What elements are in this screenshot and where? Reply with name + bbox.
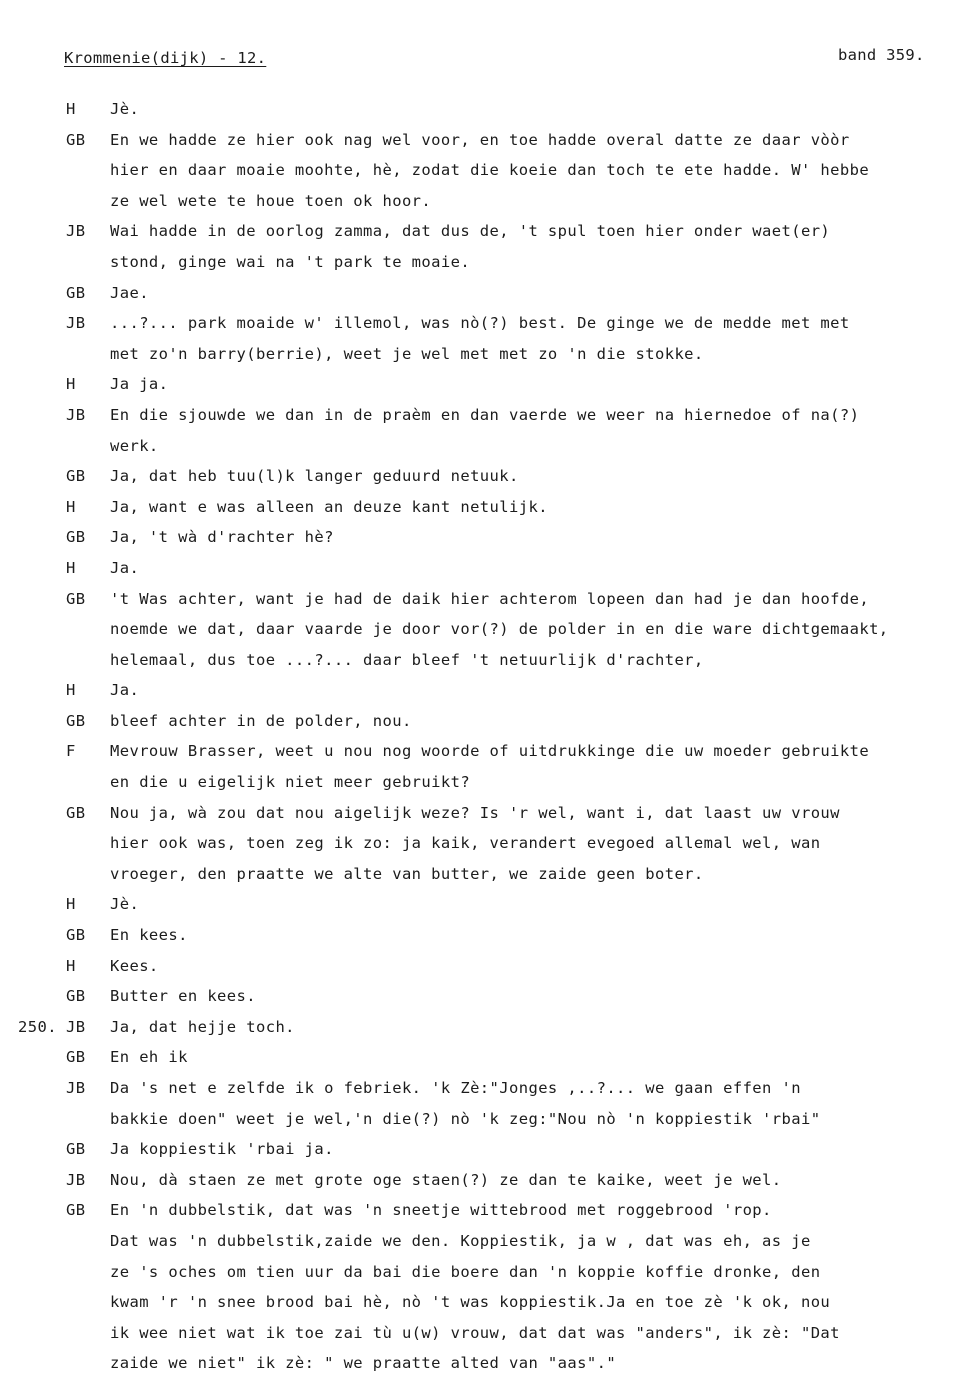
speaker-label: JB [66, 1079, 86, 1097]
transcript-line [0, 284, 979, 315]
transcript-line [0, 804, 979, 835]
transcript-line [0, 1354, 979, 1385]
transcript-line [0, 131, 979, 162]
transcript-line [0, 1140, 979, 1171]
utterance-text: Jè. [110, 100, 140, 118]
utterance-text: en die u eigelijk niet meer gebruikt? [110, 773, 471, 792]
utterance-text: Mevrouw Brasser, weet u nou nog woorde of uitdrukkinge die uw moeder gebruikte [110, 742, 870, 761]
speaker-label: JB [66, 314, 86, 333]
utterance-text: zaide we niet" ik zè: " we praatte alted van "aas"." [110, 1354, 617, 1373]
speaker-label: GB [66, 1201, 86, 1220]
line-number: 250. [18, 1017, 57, 1036]
speaker-label: GB [66, 130, 86, 149]
utterance-text: werk. [110, 436, 159, 455]
transcript-line [0, 1324, 979, 1355]
transcript-line [0, 1048, 979, 1079]
speaker-label: GB [66, 987, 86, 1006]
utterance-text: En eh ik [110, 1048, 188, 1067]
speaker-label: JB [66, 222, 86, 241]
transcript-line [0, 742, 979, 773]
transcript-line [0, 406, 979, 437]
speaker-label: H [66, 895, 76, 914]
utterance-text: hier en daar moaie moohte, hè, zodat die koeie dan toch te ete hadde. W' hebbe [110, 161, 870, 180]
transcript-line [0, 895, 979, 926]
speaker-label: GB [66, 711, 86, 730]
utterance-text: En 'n dubbelstik, dat was 'n sneetje wittebrood met roggebrood 'rop. [110, 1201, 772, 1220]
transcript-line [0, 100, 979, 131]
transcript-line [0, 1232, 979, 1263]
transcript-line [0, 253, 979, 284]
utterance-text: En die sjouwde we dan in de praèm en dan vaerde we weer na hiernedoe of na(?) [110, 405, 860, 424]
transcript-line [0, 345, 979, 376]
transcript-line [0, 375, 979, 406]
utterance-text: Nou ja, wà zou dat nou aigelijk weze? Is 'r wel, want i, dat laast uw vrouw [110, 803, 840, 822]
speaker-label: GB [66, 1140, 86, 1159]
utterance-text: Ja koppiestik 'rbai ja. [110, 1140, 334, 1159]
utterance-text: En we hadde ze hier ook nag wel voor, en toe hadde overal datte ze daar vòòr [110, 130, 850, 149]
utterance-text: stond, ginge wai na 't park te moaie. [110, 252, 471, 271]
utterance-text: met zo'n barry(berrie), weet je wel met met zo 'n die stokke. [110, 344, 704, 363]
utterance-text: Ja, want e was alleen an deuze kant netulijk. [110, 497, 548, 516]
utterance-text: Ja, dat hejje toch. [110, 1017, 295, 1036]
transcript-line [0, 1018, 979, 1049]
speaker-label: GB [66, 528, 86, 547]
transcript-line [0, 192, 979, 223]
transcript-line [0, 1171, 979, 1202]
speaker-label: H [66, 681, 76, 700]
speaker-label: JB [66, 405, 86, 424]
transcript-line [0, 681, 979, 712]
speaker-label: GB [66, 589, 86, 608]
utterance-text: Butter en kees. [110, 987, 256, 1006]
transcript-line [0, 222, 979, 253]
transcript-line [0, 498, 979, 529]
utterance-text: helemaal, dus toe ...?... daar bleef 't netuurlijk d'rachter, [110, 650, 704, 669]
transcript-line [0, 559, 979, 590]
page-header-tape: band 359. [838, 46, 925, 64]
utterance-text: Ja. [110, 681, 140, 700]
transcript-line [0, 773, 979, 804]
utterance-text: Kees. [110, 956, 159, 975]
utterance-text: Dat was 'n dubbelstik,zaide we den. Koppiestik, ja w , dat was eh, as je [110, 1231, 811, 1250]
utterance-text: Wai hadde in de oorlog zamma, dat dus de, 't spul toen hier onder waet(er) [110, 222, 831, 241]
utterance-text: bleef achter in de polder, nou. [110, 711, 412, 730]
transcript-line [0, 437, 979, 468]
utterance-text: kwam 'r 'n snee brood bai hè, nò 't was koppiestik.Ja en toe zè 'k ok, nou [110, 1293, 831, 1312]
speaker-label: GB [66, 283, 86, 302]
utterance-text: ...?... park moaide w' illemol, was nò(?) best. De ginge we de medde met met [110, 314, 850, 333]
transcript-line [0, 1201, 979, 1232]
utterance-text: Da 's net e zelfde ik o febriek. 'k Zè:"Jonges ,..?... we gaan effen 'n [110, 1079, 801, 1097]
utterance-text: Ja. [110, 558, 140, 577]
speaker-label: H [66, 497, 76, 516]
transcript-line [0, 620, 979, 651]
utterance-text: hier ook was, toen zeg ik zo: ja kaik, verandert evegoed allemal wel, wan [110, 834, 821, 853]
utterance-text: Jae. [110, 283, 149, 302]
transcript-body [0, 100, 979, 1385]
utterance-text: En kees. [110, 926, 188, 945]
utterance-text: vroeger, den praatte we alte van butter, we zaide geen boter. [110, 864, 704, 883]
speaker-label: GB [66, 926, 86, 945]
transcript-line [0, 314, 979, 345]
speaker-label: JB [66, 1017, 86, 1036]
transcript-line [0, 467, 979, 498]
utterance-text: noemde we dat, daar vaarde je door vor(?) de polder in en die ware dichtgemaakt, [110, 620, 889, 639]
speaker-label: H [66, 956, 76, 975]
page-header-title: Krommenie(dijk) - 12. [64, 49, 267, 67]
transcript-line [0, 865, 979, 896]
transcript-line [0, 926, 979, 957]
transcript-line [0, 1263, 979, 1294]
speaker-label: GB [66, 1048, 86, 1067]
transcript-line [0, 712, 979, 743]
speaker-label: JB [66, 1170, 86, 1189]
transcript-line [0, 651, 979, 682]
speaker-label: F [66, 742, 76, 761]
utterance-text: ik wee niet wat ik toe zai tù u(w) vrouw, dat dat was "anders", ik zè: "Dat [110, 1323, 840, 1342]
transcript-line [0, 987, 979, 1018]
utterance-text: ze wel wete te houe toen ok hoor. [110, 191, 432, 210]
speaker-label: GB [66, 803, 86, 822]
utterance-text: Ja, dat heb tuu(l)k langer geduurd netuuk. [110, 467, 519, 486]
transcript-line [0, 161, 979, 192]
speaker-label: H [66, 558, 76, 577]
transcript-line [0, 528, 979, 559]
transcript-line [0, 957, 979, 988]
speaker-label: H [66, 375, 76, 394]
transcript-line [0, 1293, 979, 1324]
utterance-text: 't Was achter, want je had de daik hier achterom lopeen dan had je dan hoofde, [110, 589, 870, 608]
utterance-text: Ja, 't wà d'rachter hè? [110, 528, 334, 547]
utterance-text: ze 's oches om tien uur da bai die boere dan 'n koppie koffie dronke, den [110, 1262, 821, 1281]
transcript-line [0, 590, 979, 621]
utterance-text: Ja ja. [110, 375, 169, 394]
speaker-label: GB [66, 467, 86, 486]
transcript-line [0, 1079, 979, 1110]
utterance-text: Nou, dà staen ze met grote oge staen(?) ze dan te kaike, weet je wel. [110, 1170, 782, 1189]
utterance-text: bakkie doen" weet je wel,'n die(?) nò 'k zeg:"Nou nò 'n koppiestik 'rbai" [110, 1109, 821, 1128]
transcript-line [0, 834, 979, 865]
transcript-line [0, 1110, 979, 1141]
utterance-text: Jè. [110, 895, 140, 914]
speaker-label: H [66, 100, 76, 118]
